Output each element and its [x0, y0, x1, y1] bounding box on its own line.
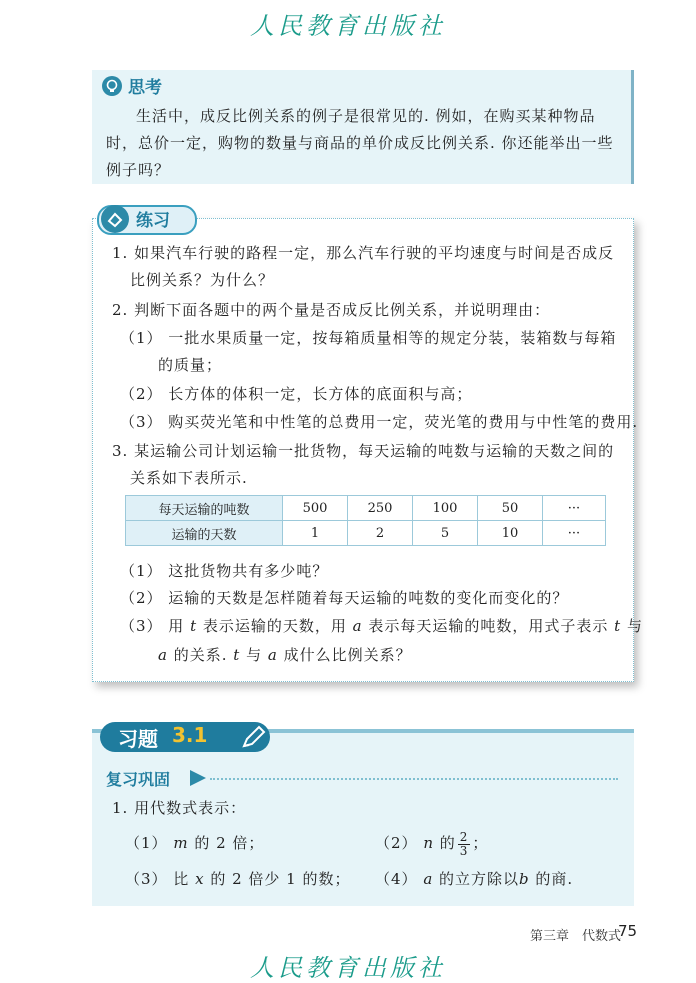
- exercise-line: 3. 某运输公司计划运输一批货物，每天运输的吨数与运输的天数之间的: [112, 442, 615, 460]
- table-cell: 2: [348, 521, 413, 546]
- text-fragment: （2）: [375, 834, 424, 852]
- text-fragment: （1）: [125, 834, 174, 852]
- problem-part: [375, 866, 573, 893]
- section-heading: 复习巩固: [106, 770, 171, 789]
- table-header-cell: 运输的天数: [126, 521, 283, 546]
- exercise-line: 1. 如果汽车行驶的路程一定，那么汽车行驶的平均速度与时间是否成反: [112, 244, 615, 262]
- text-fragment: 的关系.: [167, 646, 234, 664]
- table-cell: 1: [283, 521, 348, 546]
- variable: a: [158, 646, 168, 664]
- pencil-icon: [240, 724, 268, 750]
- table-cell: ···: [543, 521, 606, 546]
- exercise-title: 练习: [136, 211, 170, 231]
- exercise-question: （1） 这批货物共有多少吨？: [120, 562, 329, 580]
- think-box-border: [631, 70, 634, 184]
- section-divider: [210, 778, 618, 780]
- text-fragment: （3） 比: [125, 870, 196, 888]
- problem-part: [125, 866, 351, 893]
- exercise-line: （3） 购买荧光笔和中性笔的总费用一定，荧光笔的费用与中性笔的费用.: [120, 413, 639, 431]
- text-fragment: 与: [621, 617, 643, 635]
- problem-stem: 1. 用代数式表示：: [112, 799, 247, 817]
- table-cell: 500: [283, 496, 348, 521]
- text-fragment: 表示运输的天数，用: [197, 617, 353, 635]
- think-title: 思考: [128, 78, 162, 98]
- exercise-line: 2. 判断下面各题中的两个量是否成反比例关系，并说明理由：: [112, 301, 551, 319]
- variable: m: [173, 834, 189, 852]
- fraction-numerator: 2: [459, 829, 469, 844]
- variable: a: [423, 870, 434, 888]
- variable: t: [190, 617, 198, 635]
- table-cell: ···: [543, 496, 606, 521]
- text-fragment: 成什么比例关系？: [277, 646, 412, 664]
- exercise-question: [158, 642, 412, 669]
- exercise-line: （2） 长方体的体积一定，长方体的底面积与高；: [120, 385, 473, 403]
- table-header-cell: 每天运输的吨数: [126, 496, 283, 521]
- text-fragment: ；: [472, 834, 489, 852]
- exercise-set-title: 习题: [118, 727, 158, 751]
- text-fragment: 表示每天运输的吨数，用式子表示: [362, 617, 615, 635]
- triangle-arrow-icon: [190, 770, 206, 786]
- think-text: 生活中，成反比例关系的例子是很常见的. 例如，在购买某种物品时，总价一定，购物的数量与商品的单价成反比例关系. 你还能举出一些例子吗？: [106, 107, 614, 179]
- text-fragment: 的立方除以: [433, 870, 520, 888]
- table-cell: 250: [348, 496, 413, 521]
- variable: a: [267, 646, 278, 664]
- text-fragment: 的 2 倍；: [188, 834, 265, 852]
- text-fragment: （3） 用: [120, 617, 191, 635]
- problem-part: [125, 830, 264, 857]
- variable: a: [352, 617, 363, 635]
- fraction: [458, 831, 471, 858]
- exercise-set-number: 3.1: [172, 723, 208, 747]
- table-cell: 5: [413, 521, 478, 546]
- exercise-line: 比例关系？为什么？: [130, 271, 275, 289]
- problem-part: [375, 830, 488, 858]
- table-cell: 10: [478, 521, 543, 546]
- variable: n: [423, 834, 434, 852]
- page-number: 75: [618, 922, 638, 940]
- lightbulb-icon: [102, 76, 122, 96]
- exercise-line: 关系如下表所示.: [130, 469, 248, 487]
- text-fragment: 的 2 倍少 1 的数；: [204, 870, 351, 888]
- table-cell: 50: [478, 496, 543, 521]
- text-fragment: 的商.: [529, 870, 574, 888]
- text-fragment: 与: [240, 646, 268, 664]
- variable: x: [195, 870, 205, 888]
- text-fragment: 的: [433, 834, 456, 852]
- text-fragment: （4）: [375, 870, 424, 888]
- exercise-question: （2） 运输的天数是怎样随着每天运输的吨数的变化而变化的？: [120, 589, 569, 607]
- table-row: [126, 521, 606, 546]
- variable: t: [614, 617, 622, 635]
- fraction-denominator: 3: [459, 843, 469, 858]
- variable: b: [519, 870, 530, 888]
- table-row: [126, 496, 606, 521]
- transport-table: [125, 495, 606, 546]
- publisher-footer: 人民教育出版社: [250, 954, 446, 982]
- publisher-header: 人民教育出版社: [250, 12, 446, 40]
- exercise-line: 的质量；: [158, 356, 223, 374]
- table-cell: 100: [413, 496, 478, 521]
- exercise-question: [120, 613, 643, 640]
- exercise-line: （1） 一批水果质量一定，按每箱质量相等的规定分装，装箱数与每箱: [120, 329, 617, 347]
- chapter-label: 第三章 代数式: [529, 929, 621, 944]
- exercise-icon: [101, 205, 129, 233]
- variable: t: [233, 646, 241, 664]
